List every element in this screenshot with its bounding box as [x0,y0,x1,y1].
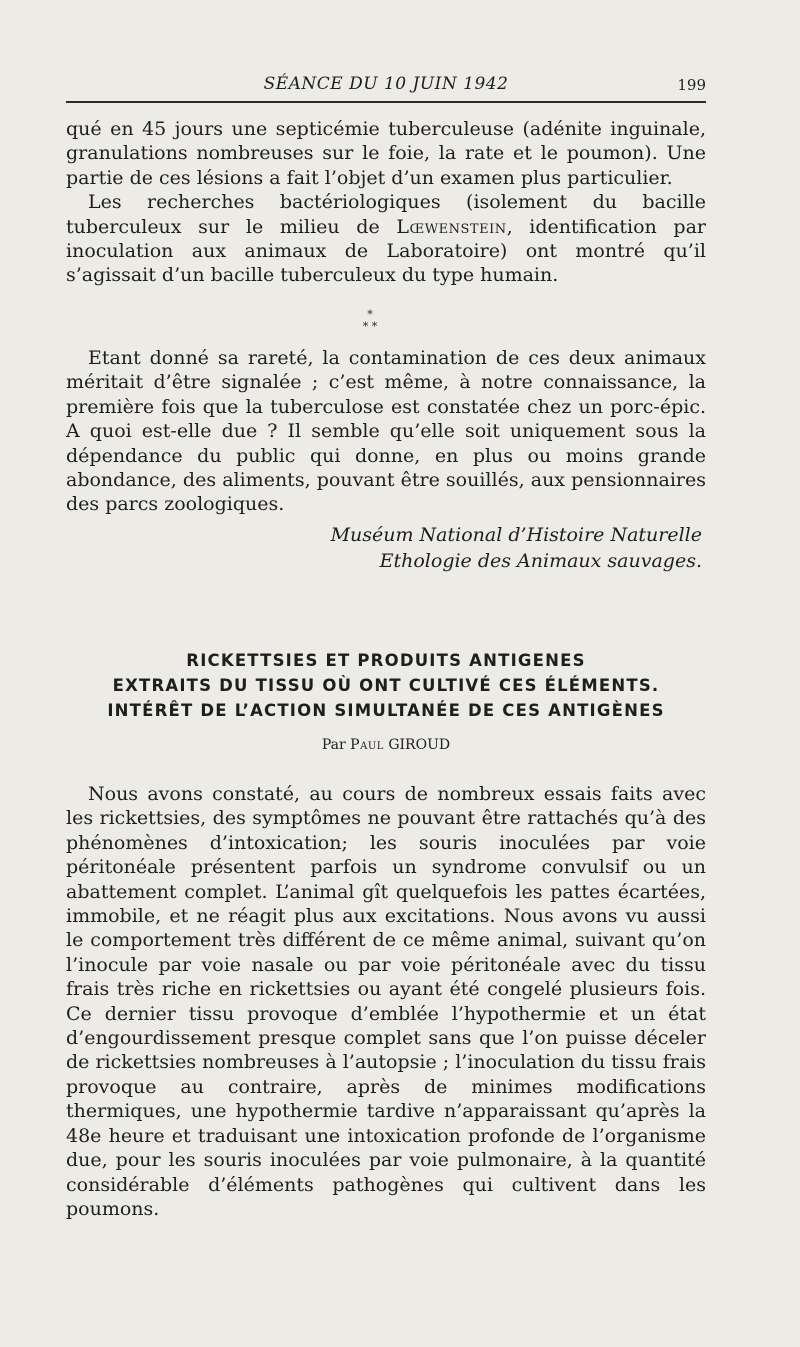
author-first-name: Paul [350,737,384,753]
signature-line-2: Ethologie des Animaux sauvages. [379,550,702,572]
asterism-bottom: * * [362,320,378,333]
paragraph-1: qué en 45 jours une septicémie tuberculeuse (adénite inguinale, granulations nombreuses sur le foie, la rate et le poumon). Une partie de ces lésions a fait l’objet d’un examen plus particulier. [66,118,706,189]
article-title-line-3: INTÉRÊT DE L’ACTION SIMULTANÉE DE CES ANTIGÈNES [107,701,665,720]
byline-prefix: Par [321,737,351,753]
running-title: SÉANCE DU 10 JUIN 1942 [263,74,509,94]
paragraph-2-text-before: Les recherches bactériologiques (isolement du bacille tuberculeux sur le milieu de [66,191,706,238]
paragraph-3: Etant donné sa rareté, la contamination de ces deux animaux méritait d’être signalée ; c’est même, à notre connaissance, la première fois que la tuberculose est constatée chez un porc-épic. A quoi est-elle due ? Il semble qu’elle soit uniquement sous la dépendance du public qui donne, en plus ou moins grande abondance, des aliments, pouvant être souillés, aux pensionnaires des parcs zoologiques. [66,347,706,516]
article-title-line-1: RICKETTSIES ET PRODUITS ANTIGENES [186,651,586,670]
asterism-top: * [367,308,373,321]
paragraph-2 [66,190,706,288]
article-body [66,782,706,1221]
signature-line-1: Muséum National d’Histoire Naturelle [330,524,702,546]
byline [66,737,706,753]
section-continuation [66,117,706,288]
paragraph-2-text-after: , identification par inoculation aux animaux de Laboratoire) ont montré qu’il s’agissait d’un bacille tuberculeux du type humain. [66,215,706,287]
article-paragraph: Nous avons constaté, au cours de nombreux essais faits avec les rickettsies, des symptômes ne pouvant être rattachés qu’à des phénomènes d’intoxication; les souris inoculées par voie péritonéale présentent parfois un syndrome convulsif ou un abattement complet. L’animal gît quelquefois les pattes écartées, immobile, et ne réagit plus aux excitations. Nous avons vu aussi le comportement très différent de ce même animal, suivant qu’on l’inocule par voie nasale ou par voie péritonéale avec du tissu frais très riche en rickettsies ou ayant été congelé plusieurs fois. Ce dernier tissu provoque d’emblée l’hypothermie et un état d’engourdissement presque complet sans que l’on puisse déceler de rickettsies nombreuses à l’autopsie ; l’inoculation du tissu frais provoque au contraire, après de minimes modifications thermiques, une hypothermie tardive n’apparaissant qu’après la 48e heure et traduisant une intoxication profonde de l’organisme due, pour les souris inoculées par voie pulmonaire, à la quantité considérable d’éléments pathogènes qui cultivent dans les poumons. [66,783,706,1220]
author-name-loewenstein: Lœwenstein [396,215,507,238]
header-rule [66,101,706,103]
page-header [66,74,706,100]
author-last-name: GIROUD [388,737,451,753]
asterism [0,309,740,333]
page-number: 199 [677,76,706,94]
section-paragraph-3 [66,346,706,517]
article-title-line-2: EXTRAITS DU TISSU OÙ ONT CULTIVÉ CES ÉLÉMENTS. [112,676,660,695]
